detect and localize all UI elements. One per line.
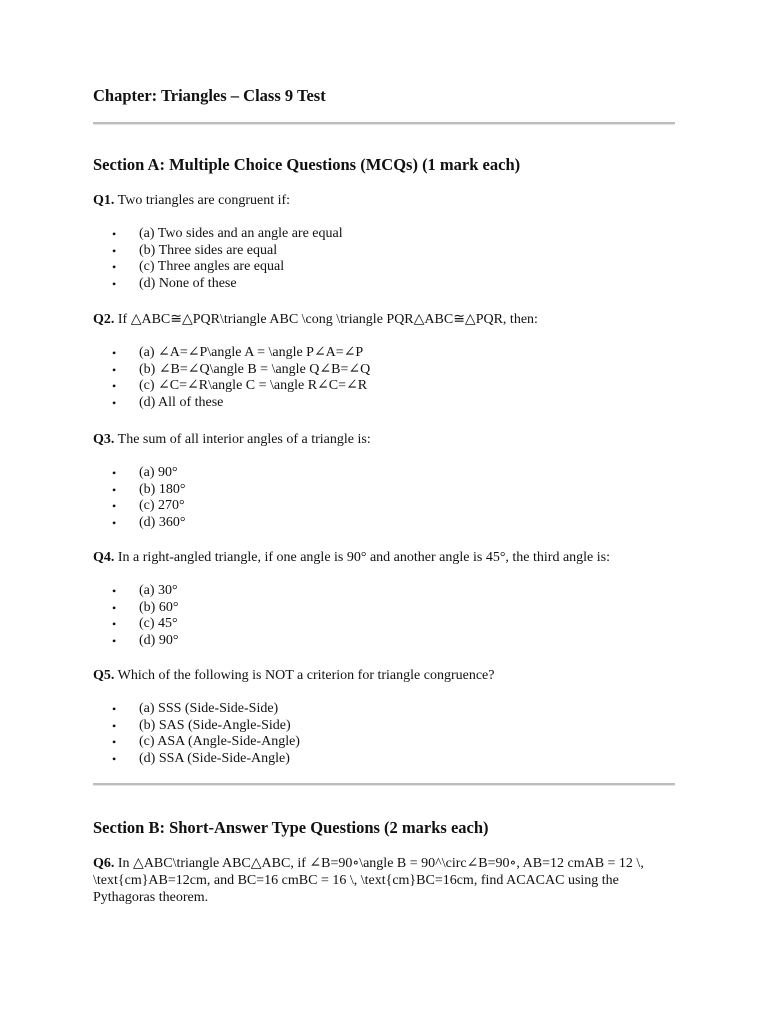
- bullet-icon: •: [112, 516, 117, 531]
- question-text: In △ABC\triangle ABC△ABC, if ∠B=90∘\angle B = 90^\circ∠B=90∘, AB=12 cmAB = 12 \, \text{cm}AB=12cm, and BC=16 cmBC = 16 \, \text{cm}BC=16cm, find ACACAC using the Pythagoras theorem.: [93, 856, 644, 905]
- option-a: [93, 345, 370, 362]
- section-a-title: Section A: Multiple Choice Questions (MCQs) (1 mark each): [93, 155, 521, 174]
- chapter-title: Chapter: Triangles – Class 9 Test: [93, 86, 326, 105]
- question-5: [93, 667, 675, 684]
- question-number: Q6.: [93, 856, 115, 871]
- option-text: (a) 30°: [139, 583, 178, 598]
- option-text: (c) ∠C=∠R\angle C = \angle R∠C=∠R: [139, 378, 368, 394]
- bullet-icon: •: [112, 718, 117, 733]
- bullet-icon: •: [112, 735, 117, 750]
- option-text: (c) 270°: [139, 498, 185, 514]
- option-b: [93, 718, 300, 735]
- option-d: [93, 515, 185, 532]
- option-text: (d) 360°: [139, 515, 186, 531]
- option-text: (b) 60°: [139, 599, 179, 615]
- question-6: [93, 855, 675, 906]
- option-text: (b) Three sides are equal: [139, 242, 278, 258]
- question-2-options: [93, 345, 370, 412]
- option-b: [93, 482, 185, 499]
- question-5-options: [93, 701, 300, 768]
- question-number: Q5.: [93, 668, 115, 683]
- section-b-title: Section B: Short-Answer Type Questions (2 marks each): [93, 818, 489, 837]
- option-text: (b) 180°: [139, 481, 186, 497]
- bullet-icon: •: [112, 752, 117, 767]
- bullet-icon: •: [112, 346, 117, 360]
- bullet-icon: •: [112, 227, 117, 241]
- option-text: (d) SSA (Side-Side-Angle): [139, 751, 290, 767]
- question-text: The sum of all interior angles of a triangle is:: [114, 432, 371, 447]
- bullet-icon: •: [112, 584, 117, 598]
- bullet-icon: •: [112, 600, 117, 615]
- bullet-icon: •: [112, 702, 117, 716]
- option-c: [93, 378, 370, 395]
- question-3-options: [93, 465, 185, 532]
- question-number: Q2.: [93, 312, 115, 327]
- option-b: [93, 243, 343, 260]
- option-d: [93, 395, 370, 412]
- horizontal-rule: [93, 783, 675, 786]
- option-text: (c) Three angles are equal: [139, 259, 285, 275]
- bullet-icon: •: [112, 379, 117, 394]
- bullet-icon: •: [112, 243, 117, 258]
- question-number: Q3.: [93, 432, 115, 447]
- option-a: [93, 583, 178, 600]
- option-text: (c) 45°: [139, 616, 178, 632]
- option-d: [93, 276, 343, 293]
- bullet-icon: •: [112, 396, 117, 411]
- option-text: (a) Two sides and an angle are equal: [139, 226, 343, 241]
- option-text: (a) SSS (Side-Side-Side): [139, 701, 279, 716]
- question-number: Q1.: [93, 193, 115, 208]
- option-text: (d) 90°: [139, 633, 179, 649]
- question-text: Two triangles are congruent if:: [114, 193, 291, 208]
- option-c: [93, 616, 178, 633]
- bullet-icon: •: [112, 362, 117, 377]
- question-text: If △ABC≅△PQR\triangle ABC \cong \triangle PQR△ABC≅△PQR, then:: [114, 312, 538, 327]
- question-text: Which of the following is NOT a criterion for triangle congruence?: [114, 668, 495, 683]
- option-c: [93, 498, 185, 515]
- option-text: (d) All of these: [139, 395, 224, 411]
- bullet-icon: •: [112, 634, 117, 649]
- option-text: (a) 90°: [139, 465, 178, 480]
- question-4-options: [93, 583, 178, 650]
- question-2: [93, 311, 675, 328]
- option-d: [93, 751, 300, 768]
- option-b: [93, 600, 178, 617]
- horizontal-rule: [93, 122, 675, 125]
- option-text: (d) None of these: [139, 276, 237, 292]
- option-c: [93, 259, 343, 276]
- bullet-icon: •: [112, 617, 117, 632]
- option-text: (b) ∠B=∠Q\angle B = \angle Q∠B=∠Q: [139, 361, 371, 377]
- option-text: (b) SAS (Side-Angle-Side): [139, 717, 291, 733]
- option-d: [93, 633, 178, 650]
- question-number: Q4.: [93, 550, 115, 565]
- question-3: [93, 431, 675, 448]
- option-b: [93, 362, 370, 379]
- bullet-icon: •: [112, 277, 117, 292]
- option-c: [93, 734, 300, 751]
- option-a: [93, 465, 185, 482]
- option-text: (c) ASA (Angle-Side-Angle): [139, 734, 300, 750]
- question-1-options: [93, 226, 343, 293]
- bullet-icon: •: [112, 482, 117, 497]
- bullet-icon: •: [112, 499, 117, 514]
- option-text: (a) ∠A=∠P\angle A = \angle P∠A=∠P: [139, 345, 364, 360]
- bullet-icon: •: [112, 260, 117, 275]
- bullet-icon: •: [112, 466, 117, 480]
- question-text: In a right-angled triangle, if one angle is 90° and another angle is 45°, the third angle is:: [114, 550, 611, 565]
- option-a: [93, 226, 343, 243]
- question-1: [93, 192, 675, 209]
- option-a: [93, 701, 300, 718]
- question-4: [93, 549, 675, 566]
